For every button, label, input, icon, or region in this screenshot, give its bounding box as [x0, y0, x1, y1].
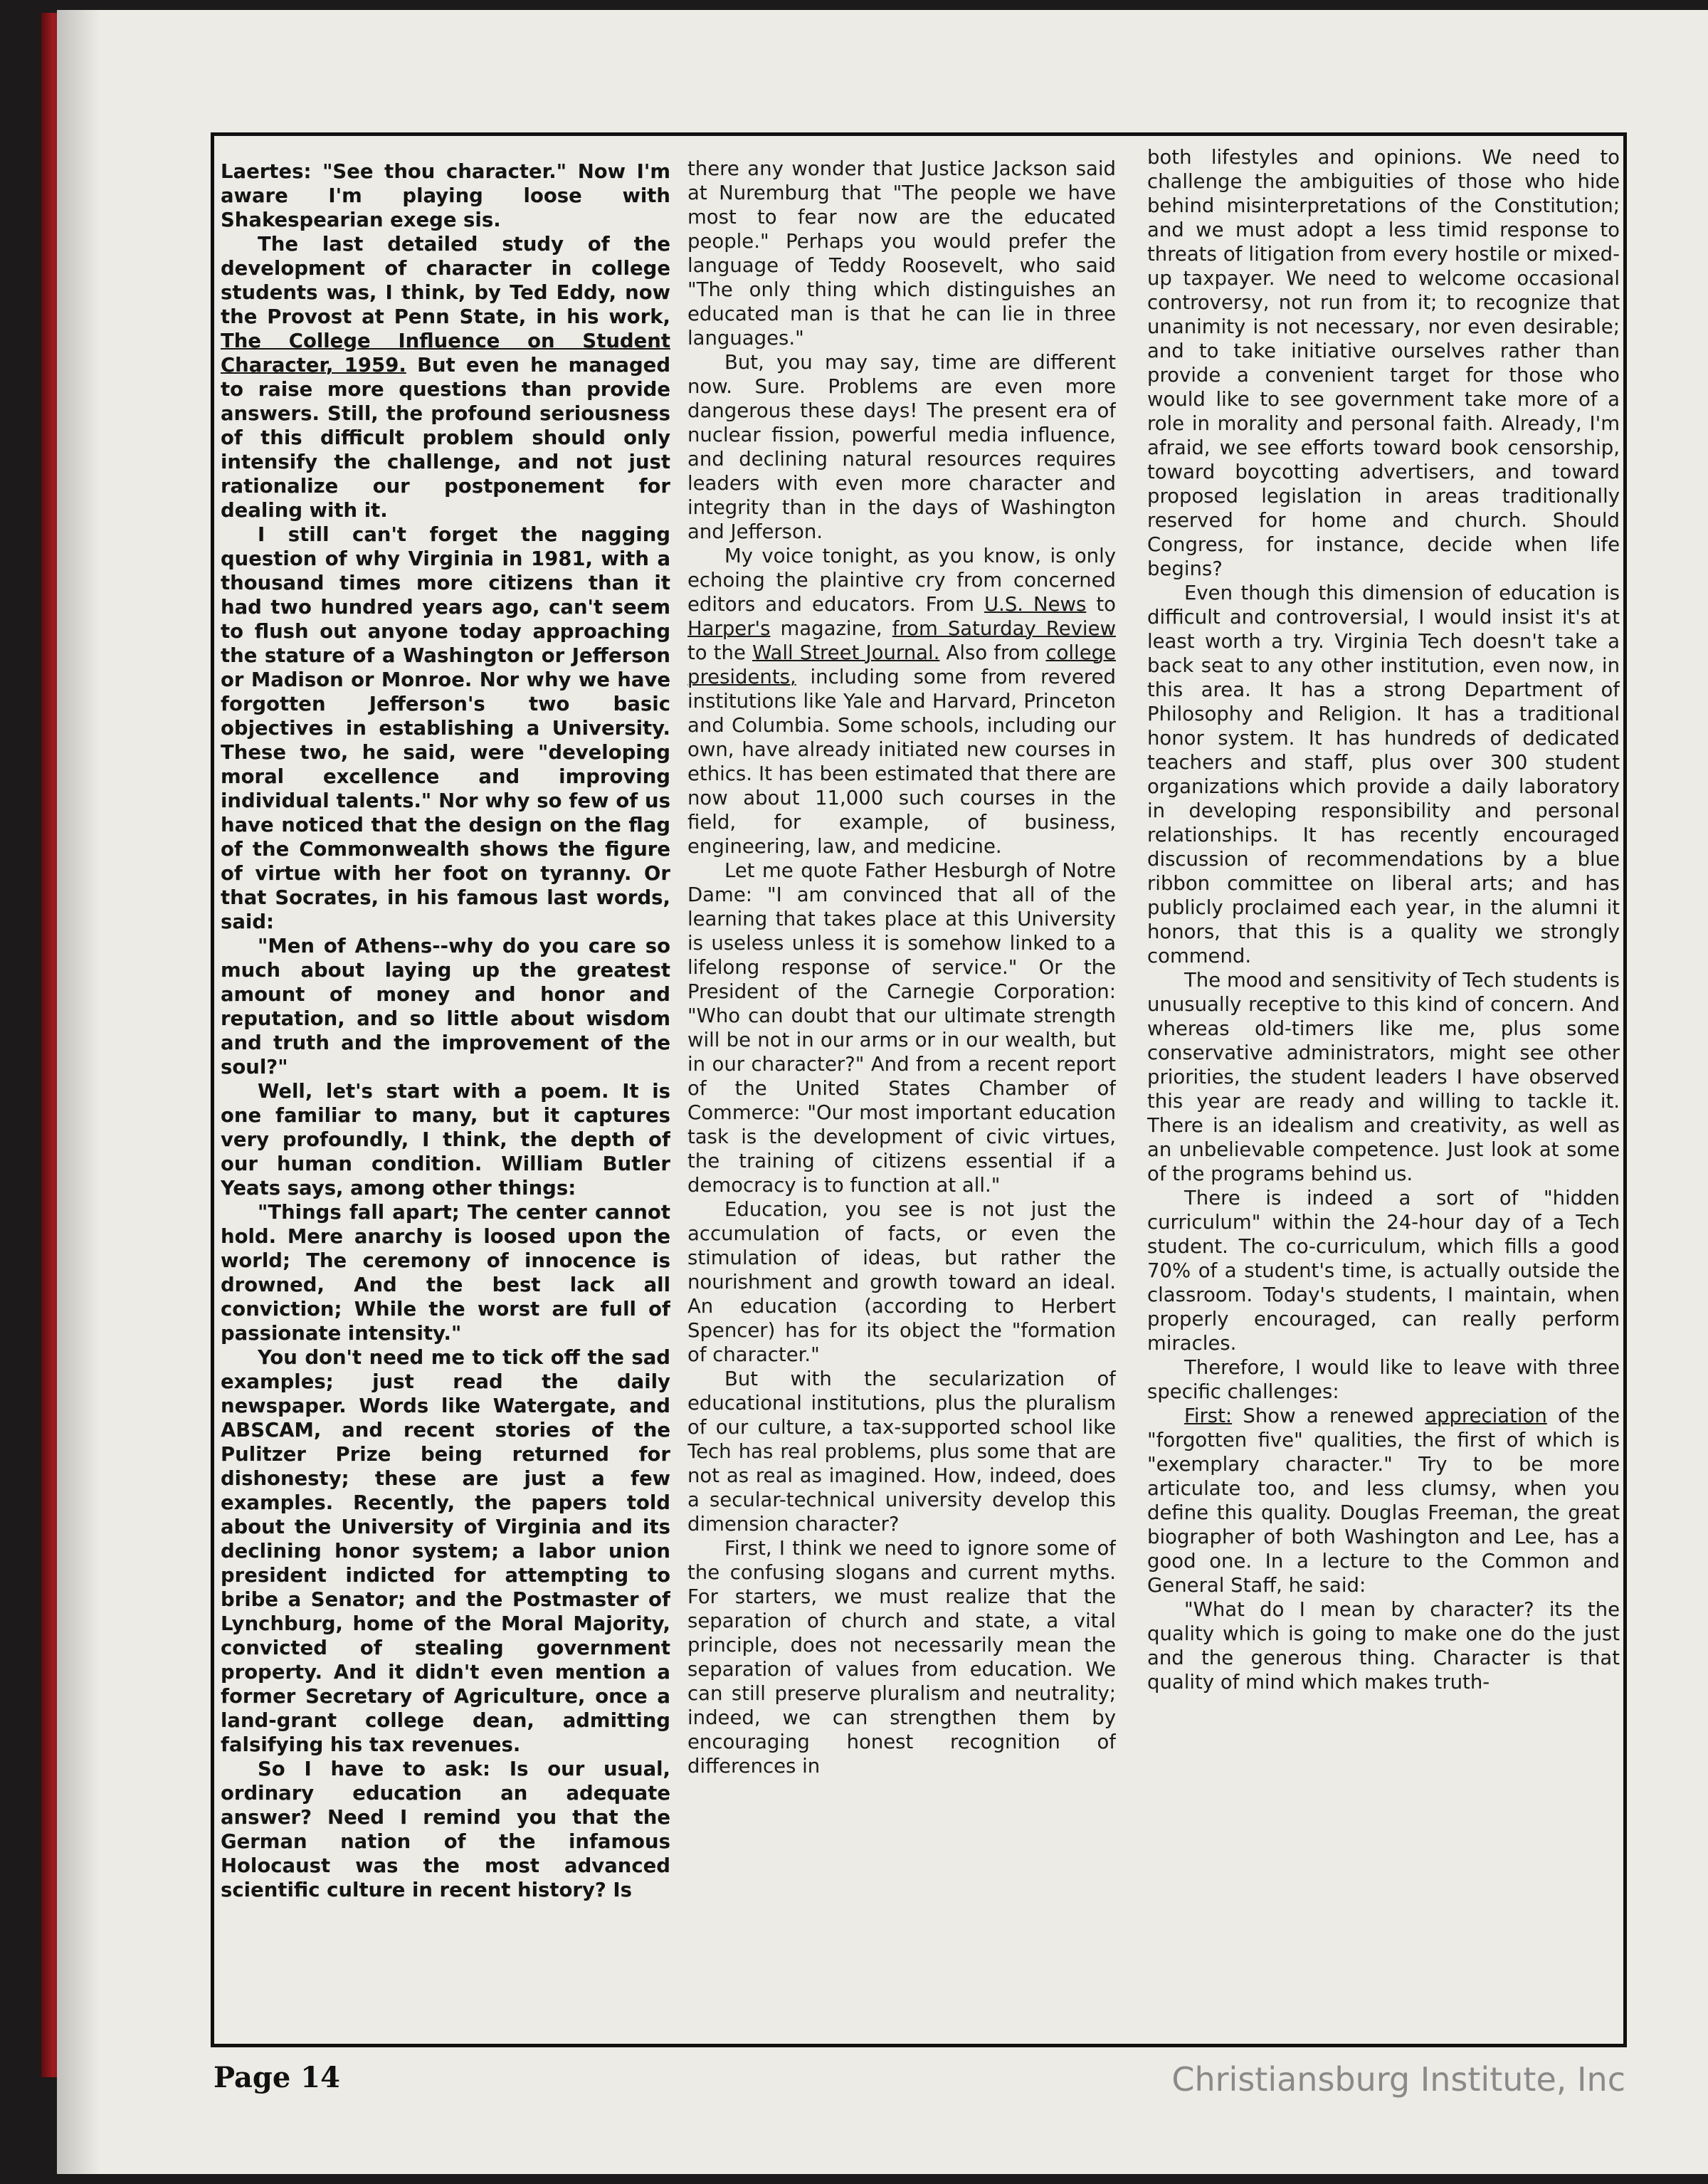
col1-p2-text-a: The last detailed study of the development of character in college students was, I think, by Ted Eddy, now the Provost at Penn State, in his work,	[221, 233, 670, 328]
col2-paragraph-4: Let me quote Father Hesburgh of Notre Dame: "I am convinced that all of the learning that takes place at this University is useless unless it is somehow linked to a lifelong response of service." Or the President of the Carnegie Corporation: "Who can doubt that our ultimate strength will be not in our arms or in our wealth, but in our character?" And from a recent report of the United States Chamber of Commerce: "Our most important education task is the development of civic virtues, the training of citizens essential if a democracy is to function at all."	[687, 859, 1116, 1197]
col1-paragraph-7: You don't need me to tick off the sad examples; just read the daily newspaper. Words like Watergate, and ABSCAM, and recent stories of the Pulitzer Prize being returned for dishonesty; these are just a few examples. Recently, the papers told about the University of Virginia and its declining honor system; a labor union president indicted for attempting to bribe a Senator; and the Postmaster of Lynchburg, home of the Moral Majority, convicted of stealing government property. And it didn't even mention a former Secretary of Agriculture, once a land-grant college dean, admitting falsifying his tax revenues.	[221, 1346, 670, 1756]
appreciation-underline: appreciation	[1425, 1405, 1547, 1427]
page-number: Page 14	[214, 2061, 340, 2094]
book-title-college-influence: The College Influence on Student Character, 1959.	[221, 330, 670, 377]
column-3	[1147, 145, 1620, 2025]
publication-wall-street-journal: Wall Street Journal.	[752, 641, 940, 664]
page-shadow	[57, 10, 100, 2174]
col3-p6-text-b: of the "forgotten five" qualities, the first of which is "exemplary character." Try to be more articulate too, and less clumsy, when you define this quality. Douglas Freeman, the great biographer of both Washington and Lee, has a good one. In a lecture to the Common and General Staff, he said:	[1147, 1405, 1620, 1597]
col3-paragraph-5: Therefore, I would like to leave with three specific challenges:	[1147, 1356, 1620, 1403]
col1-paragraph-4-socrates-quote: "Men of Athens--why do you care so much about laying up the greatest amount of money and honor and reputation, and so little about wisdom and truth and the improvement of the soul?"	[221, 935, 670, 1078]
col3-paragraph-4: There is indeed a sort of "hidden curriculum" within the 24-hour day of a Tech student. The co-curriculum, which fills a good 70% of a student's time, is actually outside the classroom. Today's students, I maintain, when properly encouraged, can really perform miracles.	[1147, 1187, 1620, 1355]
col3-paragraph-2: Even though this dimension of education is difficult and controversial, I would insist it's at least worth a try. Virginia Tech doesn't take a back seat to any other institution, even now, in this area. It has a strong Department of Philosophy and Religion. It has a traditional honor system. It has hundreds of dedicated teachers and staff, plus over 300 student organizations which provide a daily laboratory in developing responsibility and personal relationships. It has recently encouraged discussion of recommendations by a blue ribbon committee on liberal arts; and has publicly proclaimed each year, in the alumni it honors, that this is a quality we strongly commend.	[1147, 582, 1620, 967]
publication-us-news: U.S. News	[984, 593, 1087, 616]
col3-paragraph-1: both lifestyles and opinions. We need to challenge the ambiguities of those who hide behind misinterpretations of the Constitution; and we must adopt a less timid response to threats of litigation from every hostile or mixed-up taxpayer. We need to welcome occasional controversy, not run from it; to recognize that unanimity is not necessary, nor even desirable; and to take initiative ourselves rather than provide a convenient target for those who would like to see government take more of a role in morality and personal faith. Already, I'm afraid, we see efforts toward book censorship, toward boycotting advertisers, and toward proposed legislation in areas traditionally reserved for home and church. Should Congress, for instance, decide when life begins?	[1147, 146, 1620, 580]
col1-p2-text-b: But even he managed to raise more questions than provide answers. Still, the profound seriousness of this difficult problem should only intensify the challenge, and not just rationalize our postponement for dealing with it.	[221, 354, 670, 522]
col2-paragraph-7: First, I think we need to ignore some of the confusing slogans and current myths. For starters, we must realize that the separation of church and state, a vital principle, does not necessarily mean the separation of values from education. We can still preserve pluralism and neutrality; indeed, we can strengthen them by encouraging honest recognition of differences in	[687, 1537, 1116, 1778]
col2-paragraph-5: Education, you see is not just the accumulation of facts, or even the stimulation of ideas, but rather the nourishment and growth toward an ideal. An education (according to Herbert Spencer) has for its object the "formation of character."	[687, 1198, 1116, 1366]
col3-paragraph-3: The mood and sensitivity of Tech students is unusually receptive to this kind of concern. And whereas old-timers like me, plus some conservative administrators, might see other priorities, the student leaders I have observed this year are ready and willing to tackle it. There is an idealism and creativity, as well as an unbelievable competence. Just look at some of the programs behind us.	[1147, 969, 1620, 1185]
col2-p3-text-c: to the	[687, 641, 753, 664]
watermark-text: Christiansburg Institute, Inc	[1171, 2060, 1625, 2099]
col3-paragraph-7-freeman-quote: "What do I mean by character? its the quality which is going to make one do the just and the generous thing. Character is that quality of mind which makes truth-	[1147, 1598, 1620, 1694]
challenge-first-label: First:	[1184, 1405, 1233, 1427]
col1-paragraph-6-yeats-quote: "Things fall apart; The center cannot hold. Mere anarchy is loosed upon the world; The ceremony of innocence is drowned, And the best lack all conviction; While the worst are full of passionate intensity."	[221, 1201, 670, 1345]
col2-p3-text-d: Also from	[939, 641, 1046, 664]
column-1	[221, 159, 670, 2039]
col2-p3-text-a: My voice tonight, as you know, is only echoing the plaintive cry from concerned editors and educators. From	[687, 545, 1116, 616]
publication-harpers: Harper's	[687, 617, 771, 640]
col1-paragraph-1: Laertes: "See thou character." Now I'm aware I'm playing loose with Shakespearian exege sis.	[221, 160, 670, 231]
col1-paragraph-5: Well, let's start with a poem. It is one familiar to many, but it captures very profoundly, I think, the depth of our human condition. William Butler Yeats says, among other things:	[221, 1080, 670, 1199]
col1-paragraph-3: I still can't forget the nagging question of why Virginia in 1981, with a thousand times more citizens than it had two hundred years ago, can't seem to flush out anyone today approaching the stature of a Washington or Jefferson or Madison or Monroe. Nor why we have forgotten Jefferson's two basic objectives in establishing a University. These two, he said, were "developing moral excellence and improving individual talents." Nor why so few of us have noticed that the design on the flag of the Commonwealth shows the figure of virtue with her foot on tyranny. Or that Socrates, in his famous last words, said:	[221, 523, 670, 933]
col3-p6-text-a: Show a renewed	[1232, 1405, 1425, 1427]
col2-p3-text-b: magazine,	[770, 617, 892, 640]
col1-paragraph-2	[221, 232, 670, 523]
col2-paragraph-2: But, you may say, time are different now. Sure. Problems are even more dangerous these days! The present era of nuclear fission, powerful media influence, and declining natural resources requires leaders with even more character and integrity than in the days of Washington and Jefferson.	[687, 351, 1116, 543]
col2-p3-text-to: to	[1086, 593, 1116, 616]
col3-paragraph-6	[1147, 1404, 1620, 1597]
publication-saturday-review: from Saturday Review	[892, 617, 1116, 640]
col2-paragraph-3	[687, 544, 1116, 859]
college-presidents-underline: college presidents,	[687, 641, 1116, 688]
col2-paragraph-1: there any wonder that Justice Jackson said at Nuremburg that "The people we have most to fear now are the educated people." Perhaps you would prefer the language of Teddy Roosevelt, who said "The only thing which distinguishes an educated man is that he can lie in three languages."	[687, 157, 1116, 350]
col2-paragraph-6: But with the secularization of educational institutions, plus the pluralism of our culture, a tax-supported school like Tech has real problems, plus some that are not as real as imagined. How, indeed, does a secular-technical university develop this dimension character?	[687, 1367, 1116, 1535]
column-2	[687, 157, 1116, 2036]
col2-p3-text-e: including some from revered institutions like Yale and Harvard, Princeton and Columbia. Some schools, including our own, have already initiated new courses in ethics. It has been estimated that there are now about 11,000 such courses in the field, for example, of business, engineering, law, and medicine.	[687, 666, 1116, 858]
col1-paragraph-8: So I have to ask: Is our usual, ordinary education an adequate answer? Need I remind you that the German nation of the infamous Holocaust was the most advanced scientific culture in recent history? Is	[221, 1758, 670, 1901]
